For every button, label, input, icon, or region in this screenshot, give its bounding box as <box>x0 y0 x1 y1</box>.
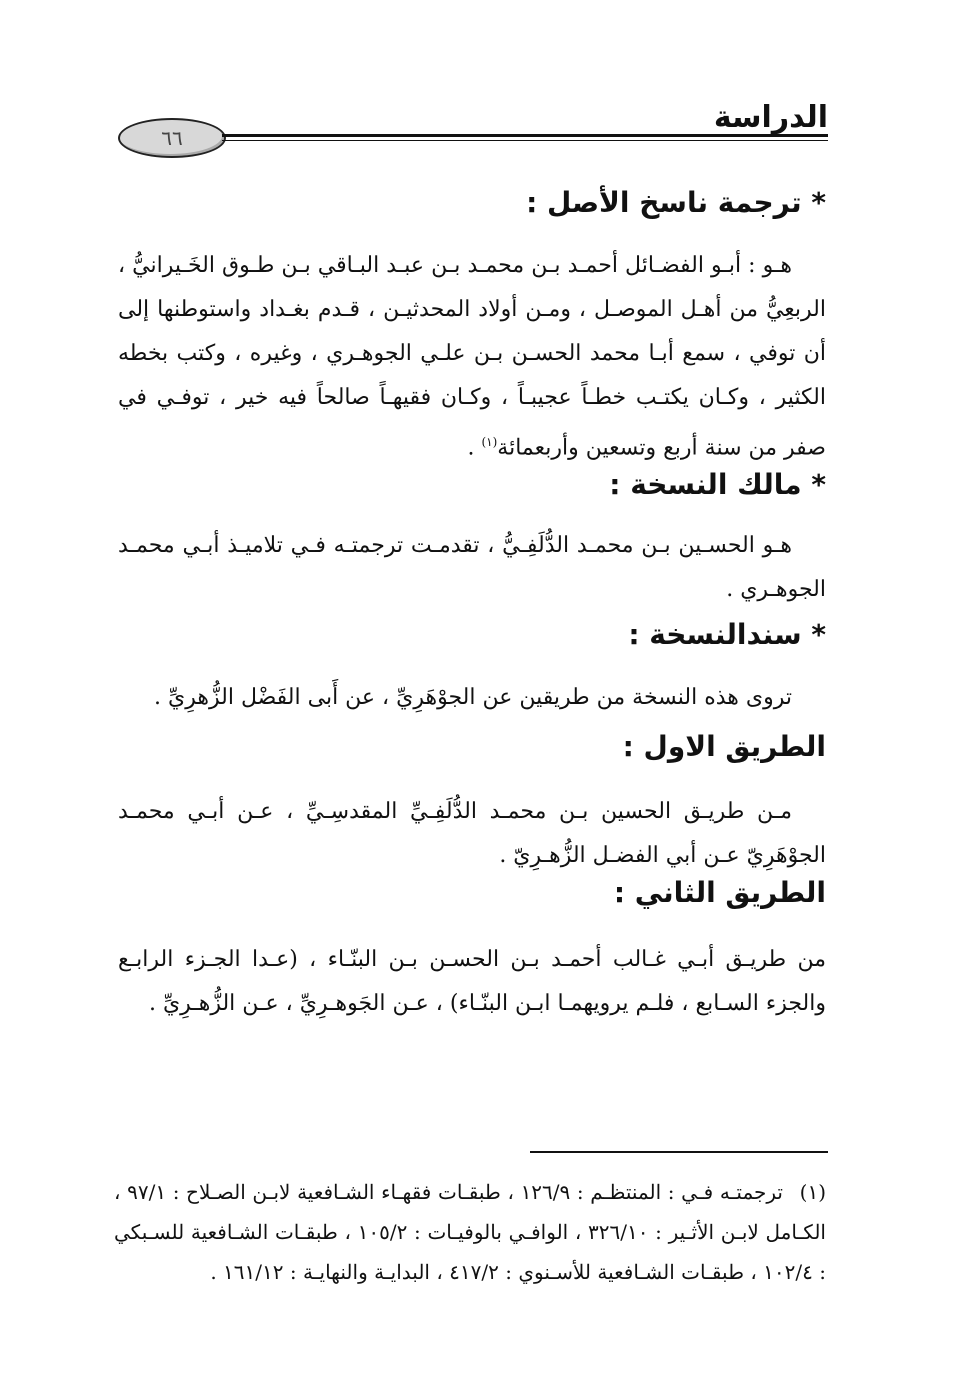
heading-copyist: * ترجمة ناسخ الأصل : <box>526 186 826 219</box>
paragraph-owner-text: هـو الحسـين بـن محمـد الدُّلَفِـيُّ ، تقدمـت ترجمتـه فـي تلاميـذ أبـي محمـد الجوهـري . <box>118 533 826 602</box>
footnote <box>114 1172 826 1292</box>
section-title: الدراسة <box>713 100 828 135</box>
page-number: ٦٦ <box>161 126 183 150</box>
footnote-text: ترجمتـه فـي : المنتظـم : ١٢٦/٩ ، طبقـات فقهـاء الشـافعية لابـن الصـلاح : ٩٧/١ ، الكـامل لابـن الأثـير : ٣٢٦/١٠ ، الوافـي بالوفيـات : ١٠٥/٢ ، طبقـات الشـافعية للسـبكي : ١٠٢/٤ ، طبقـات الشـافعية للأسـنوي : ٤١٧/٢ ، البدايـة والنهايـة : ١٦١/١٢ . <box>114 1180 826 1284</box>
heading-chain: * سندالنسخة : <box>628 618 826 651</box>
page-header <box>112 100 828 172</box>
paragraph-copyist <box>118 244 826 470</box>
paragraph-second-route <box>118 938 826 1026</box>
paragraph-second-route-text: من طريـق أبـي غـالب أحمـد بـن الحسـن بـن البنّـاء ، (عـدا الجـزء الرابـع والجزء السـابع ، فلـم يرويهمـا ابـن البنّـاء) ، عـن الجَوهـرِيِّ ، عـن الزُّهـرِيِّ . <box>118 947 826 1016</box>
paragraph-chain <box>118 676 826 720</box>
paragraph-copyist-tail: . <box>467 435 482 461</box>
paragraph-first-route-text: مـن طريـق الحسين بـن محمـد الدُّلَفِـيِّ المقدسِـيِّ ، عـن أبـي محمـد الجوْهَرِيّ عـن أبي الفضـل الزُّهـرِيّ . <box>118 799 826 868</box>
footnote-ref: (١) <box>481 435 498 449</box>
page-number-badge <box>118 118 226 158</box>
paragraph-owner <box>118 524 826 612</box>
paragraph-chain-text: تروى هذه النسخة من طريقين عن الجوْهَرِيِّ ، عن أَبى الفَضْل الزُّهرِيِّ . <box>154 685 792 710</box>
footnote-separator <box>530 1151 828 1153</box>
paragraph-copyist-text: هـو : أبـو الفضـائل أحمـد بـن محمـد بـن عبـد البـاقي بـن طـوق الخَـيرانيُّ ، الربعِيُّ من أهـل الموصـل ، ومـن أولاد المحدثيـن ، قـدم بغـداد واستوطنها إلى أن توفي ، سمع أبـا محمد الحسـن بـن علـي الجوهـري ، وغيره ، وكتب بخطه الكثير ، وكـان يكتـب خطـاً عجيبـاً ، وكـان فقيهـاً صالحاً فيه خير ، توفـي في صفر من سنة أربع وتسعين وأربعمائة <box>118 253 826 461</box>
heading-first-route: الطريق الاول : <box>622 730 826 763</box>
footnote-number: (١) <box>799 1180 827 1204</box>
header-rule-thin <box>222 140 828 141</box>
heading-second-route: الطريق الثاني : <box>613 876 826 909</box>
paragraph-first-route <box>118 790 826 878</box>
heading-owner: * مالك النسخة : <box>609 468 826 501</box>
